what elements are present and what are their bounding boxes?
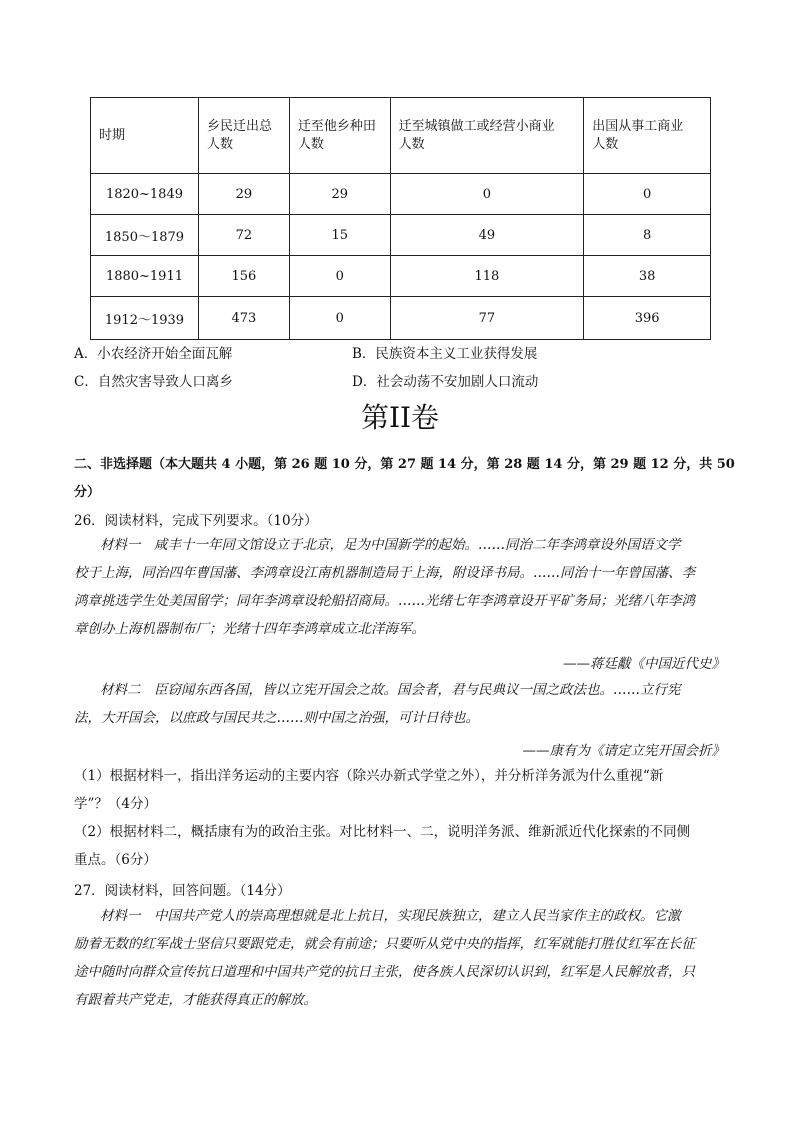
header-town-work <box>390 98 584 174</box>
table-cell: 0 <box>390 174 584 215</box>
table-cell: 0 <box>289 297 390 340</box>
question-line: 学”？（4分） <box>74 796 157 812</box>
section-header-line-1: 二、非选择题（本大题共 4 小题，第 26 题 10 分，第 27 题 14 分，第 28 题 14 分，第 29 题 12 分，共 50 <box>74 457 735 472</box>
material-line: 有跟着共产党走，才能获得真正的解放。 <box>74 992 317 1008</box>
question-line: 重点。（6分） <box>74 852 157 868</box>
table-cell: 1912～1939 <box>91 297 199 340</box>
q27-material-1 <box>74 902 726 1014</box>
header-text: 出国从事工商业 <box>592 118 684 134</box>
table-cell: 49 <box>390 215 584 256</box>
table-cell: 72 <box>198 215 289 256</box>
header-period <box>91 98 199 174</box>
option-a: A．小农经济开始全面瓦解 <box>74 346 233 362</box>
table-cell: 1880~1911 <box>91 256 199 297</box>
table-cell: 1850～1879 <box>91 215 199 256</box>
q26-sub-question-1 <box>74 762 726 818</box>
material-line: 章创办上海机器制布厂；光绪十四年李鸿章成立北洋海军。 <box>74 621 425 637</box>
material-line: 途中随时向群众宣传抗日道理和中国共产党的抗日主张，使各族人民深切认识到，红军是人民解放者，只 <box>74 964 695 980</box>
header-text: 时期 <box>99 127 126 143</box>
q26-stem: 26．阅读材料，完成下列要求。（10分） <box>74 513 318 529</box>
table-cell: 77 <box>390 297 584 340</box>
q26-material-2 <box>74 676 726 732</box>
material-line: 材料二 臣窃闻东西各国，皆以立宪开国会之故。国会者，君与民典议一国之政法也。……立行宪 <box>100 682 681 698</box>
table-header-row <box>91 98 711 174</box>
q26-material-1 <box>74 531 726 643</box>
material-line: 材料一 咸丰十一年同文馆设立于北京，足为中国新学的起始。……同治二年李鸿章设外国语文学 <box>100 537 681 553</box>
table-row <box>91 215 711 256</box>
table-row <box>91 174 711 215</box>
table-cell: 396 <box>584 297 711 340</box>
table-cell: 473 <box>198 297 289 340</box>
q26-material-2-source: ——康有为《请定立宪开国会折》 <box>522 743 725 759</box>
table-cell: 156 <box>198 256 289 297</box>
section-title: 第II卷 <box>360 401 440 434</box>
header-text: 乡民迁出总 <box>206 118 272 134</box>
material-line: 励着无数的红军战士坚信只要跟党走，就会有前途；只要听从党中央的指挥，红军就能打胜仗红军在长征 <box>74 936 695 952</box>
option-b: B．民族资本主义工业获得发展 <box>352 346 538 362</box>
table-cell: 15 <box>289 215 390 256</box>
header-total <box>198 98 289 174</box>
header-farming <box>289 98 390 174</box>
table-cell: 29 <box>289 174 390 215</box>
header-text: 人数 <box>398 136 425 152</box>
table-cell: 1820~1849 <box>91 174 199 215</box>
question-line: （1）根据材料一，指出洋务运动的主要内容（除兴办新式学堂之外），并分析洋务派为什么重视“新 <box>74 768 664 784</box>
q27-stem: 27．阅读材料，回答问题。（14分） <box>74 883 291 899</box>
question-line: （2）根据材料二，概括康有为的政治主张。对比材料一、二，说明洋务派、维新派近代化探索的不同侧 <box>74 824 691 840</box>
header-text: 迁至他乡种田 <box>297 118 376 134</box>
q26-material-1-source: ——蒋廷黻《中国近代史》 <box>563 656 725 672</box>
table-cell: 38 <box>584 256 711 297</box>
material-line: 法，大开国会，以庶政与国民共之……则中国之治强，可计日待也。 <box>74 710 479 726</box>
table-cell: 0 <box>584 174 711 215</box>
table-cell: 29 <box>198 174 289 215</box>
material-line: 校于上海，同治四年曹国藩、李鸿章设江南机器制造局于上海，附设译书局。……同治十一年曾国藩、李 <box>74 565 695 581</box>
header-text: 人数 <box>297 136 324 152</box>
table-cell: 8 <box>584 215 711 256</box>
header-text: 人数 <box>206 136 233 152</box>
table-cell: 0 <box>289 256 390 297</box>
material-line: 鸿章挑选学生处美国留学；同年李鸿章设轮船招商局。……光绪七年李鸿章设开平矿务局；光绪八年李鸿 <box>74 593 695 609</box>
q26-sub-question-2 <box>74 818 726 874</box>
table-row <box>91 297 711 340</box>
material-line: 材料一 中国共产党人的崇高理想就是北上抗日，实现民族独立，建立人民当家作主的政权。它激 <box>100 908 681 924</box>
table-cell: 118 <box>390 256 584 297</box>
option-c: C．自然灾害导致人口离乡 <box>74 374 233 390</box>
table-row <box>91 256 711 297</box>
section-header-line-2: 分） <box>74 485 101 500</box>
migration-table <box>90 97 711 340</box>
header-text: 人数 <box>592 136 619 152</box>
header-text: 迁至城镇做工或经营小商业 <box>398 118 555 134</box>
option-d: D．社会动荡不安加剧人口流动 <box>352 374 539 390</box>
header-abroad <box>584 98 711 174</box>
